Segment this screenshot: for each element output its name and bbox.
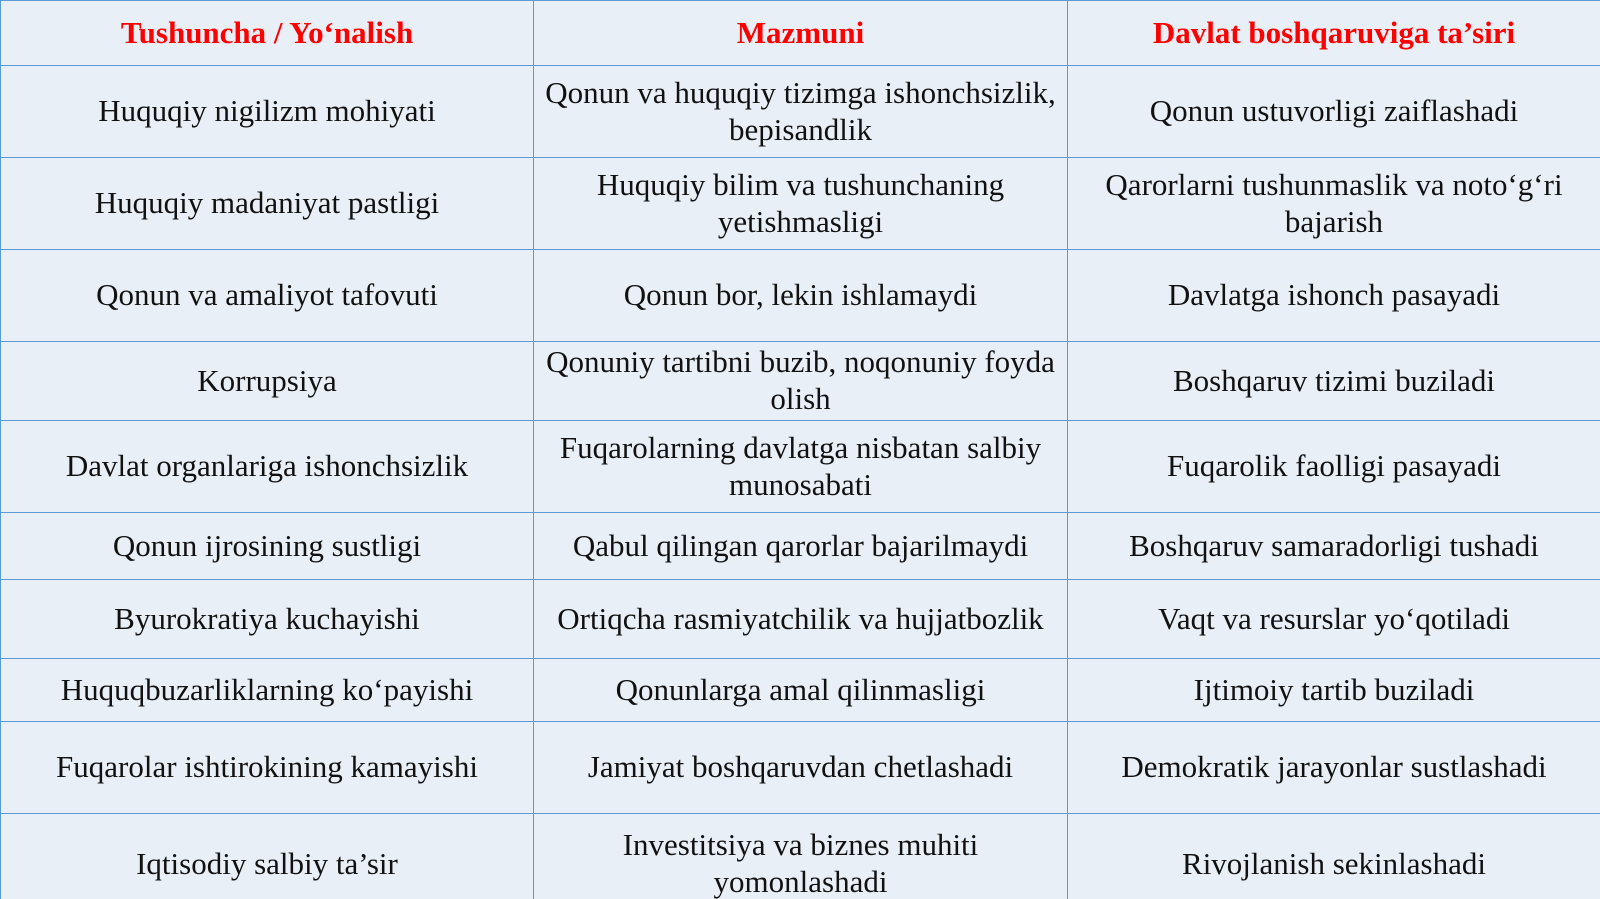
cell-meaning: Huquqiy bilim va tushunchaning yetishmasligi bbox=[534, 158, 1068, 250]
cell-concept: Byurokratiya kuchayishi bbox=[1, 580, 534, 659]
cell-meaning: Investitsiya va biznes muhiti yomonlashadi bbox=[534, 814, 1068, 899]
table-row bbox=[1, 814, 1600, 899]
cell-concept: Huquqbuzarliklarning ko‘payishi bbox=[1, 659, 534, 722]
cell-impact: Ijtimoiy tartib buziladi bbox=[1068, 659, 1600, 722]
cell-concept: Qonun ijrosining sustligi bbox=[1, 513, 534, 580]
column-header-impact: Davlat boshqaruviga ta’siri bbox=[1068, 1, 1600, 66]
cell-concept: Huquqiy nigilizm mohiyati bbox=[1, 66, 534, 158]
cell-meaning: Fuqarolarning davlatga nisbatan salbiy munosabati bbox=[534, 421, 1068, 513]
table-row bbox=[1, 342, 1600, 421]
cell-impact: Qonun ustuvorligi zaiflashadi bbox=[1068, 66, 1600, 158]
table-row bbox=[1, 250, 1600, 342]
cell-meaning: Qonun bor, lekin ishlamaydi bbox=[534, 250, 1068, 342]
cell-concept: Fuqarolar ishtirokining kamayishi bbox=[1, 722, 534, 814]
column-header-concept: Tushuncha / Yo‘nalish bbox=[1, 1, 534, 66]
cell-concept: Huquqiy madaniyat pastligi bbox=[1, 158, 534, 250]
cell-impact: Vaqt va resurslar yo‘qotiladi bbox=[1068, 580, 1600, 659]
cell-concept: Iqtisodiy salbiy ta’sir bbox=[1, 814, 534, 899]
cell-meaning: Qabul qilingan qarorlar bajarilmaydi bbox=[534, 513, 1068, 580]
cell-concept: Korrupsiya bbox=[1, 342, 534, 421]
column-header-meaning: Mazmuni bbox=[534, 1, 1068, 66]
table-row bbox=[1, 158, 1600, 250]
header-row bbox=[1, 1, 1600, 66]
cell-meaning: Ortiqcha rasmiyatchilik va hujjatbozlik bbox=[534, 580, 1068, 659]
table-row bbox=[1, 513, 1600, 580]
cell-impact: Rivojlanish sekinlashadi bbox=[1068, 814, 1600, 899]
cell-meaning: Qonunlarga amal qilinmasligi bbox=[534, 659, 1068, 722]
cell-concept: Qonun va amaliyot tafovuti bbox=[1, 250, 534, 342]
cell-impact: Qarorlarni tushunmaslik va noto‘g‘ri bajarish bbox=[1068, 158, 1600, 250]
cell-impact: Davlatga ishonch pasayadi bbox=[1068, 250, 1600, 342]
cell-impact: Boshqaruv samaradorligi tushadi bbox=[1068, 513, 1600, 580]
table-row bbox=[1, 580, 1600, 659]
cell-impact: Fuqarolik faolligi pasayadi bbox=[1068, 421, 1600, 513]
table-row bbox=[1, 659, 1600, 722]
table-row bbox=[1, 722, 1600, 814]
table-row bbox=[1, 421, 1600, 513]
cell-meaning: Qonuniy tartibni buzib, noqonuniy foyda olish bbox=[534, 342, 1068, 421]
cell-impact: Demokratik jarayonlar sustlashadi bbox=[1068, 722, 1600, 814]
table-row bbox=[1, 66, 1600, 158]
cell-impact: Boshqaruv tizimi buziladi bbox=[1068, 342, 1600, 421]
cell-concept: Davlat organlariga ishonchsizlik bbox=[1, 421, 534, 513]
cell-meaning: Qonun va huquqiy tizimga ishonchsizlik, bepisandlik bbox=[534, 66, 1068, 158]
cell-meaning: Jamiyat boshqaruvdan chetlashadi bbox=[534, 722, 1068, 814]
